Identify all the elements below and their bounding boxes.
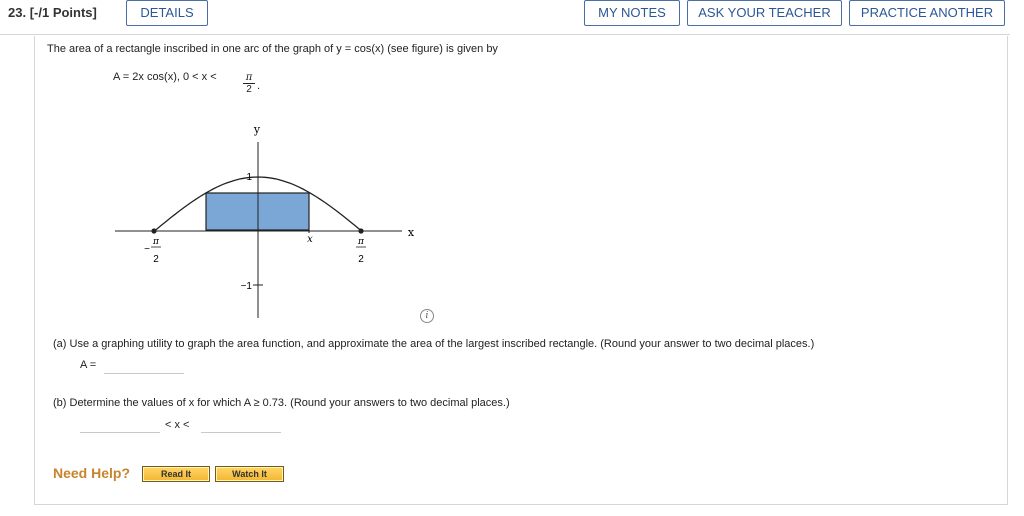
- part-b-between-label: < x <: [165, 419, 190, 431]
- formula-frac-num: π: [243, 72, 255, 84]
- left-tick-num: π: [153, 237, 159, 247]
- need-help-label: Need Help?: [53, 465, 131, 481]
- details-button[interactable]: DETAILS: [126, 0, 208, 26]
- part-a-answer-label: A =: [80, 359, 97, 371]
- right-tick-den: 2: [358, 254, 364, 265]
- y-axis-label: y: [253, 123, 261, 136]
- question-number: 23. [-/1 Points]: [8, 5, 97, 20]
- area-formula: A = 2x cos(x), 0 < x <: [113, 71, 217, 83]
- left-endpoint-dot: [151, 228, 156, 233]
- practice-another-button[interactable]: PRACTICE ANOTHER: [849, 0, 1005, 26]
- part-b-upper-input[interactable]: [201, 418, 281, 433]
- x-axis-label: x: [407, 226, 415, 239]
- formula-frac-den: 2: [246, 84, 252, 95]
- right-tick-num: π: [358, 237, 364, 247]
- tick-one-label: 1: [246, 172, 252, 183]
- x-marker-label: x: [307, 234, 313, 245]
- right-endpoint-dot: [358, 228, 363, 233]
- left-tick-den: 2: [153, 254, 159, 265]
- part-b-lower-input[interactable]: [80, 418, 160, 433]
- read-it-button[interactable]: Read It: [142, 466, 210, 482]
- watch-it-button[interactable]: Watch It: [215, 466, 284, 482]
- my-notes-button[interactable]: MY NOTES: [584, 0, 680, 26]
- part-a-text: (a) Use a graphing utility to graph the area function, and approximate the area of the largest inscribed rectangle. (Round your answer to two decimal places.): [53, 338, 815, 350]
- part-b-text: (b) Determine the values of x for which A ≥ 0.73. (Round your answers to two decimal places.): [53, 397, 510, 409]
- formula-period: .: [257, 80, 261, 92]
- part-a-answer-input[interactable]: [104, 359, 184, 374]
- tick-neg-one-label: −1: [240, 281, 252, 292]
- left-tick-sign: −: [144, 244, 150, 255]
- ask-teacher-button[interactable]: ASK YOUR TEACHER: [687, 0, 842, 26]
- info-icon[interactable]: i: [420, 309, 434, 323]
- problem-intro: The area of a rectangle inscribed in one arc of the graph of y = cos(x) (see figure) is given by: [47, 43, 498, 55]
